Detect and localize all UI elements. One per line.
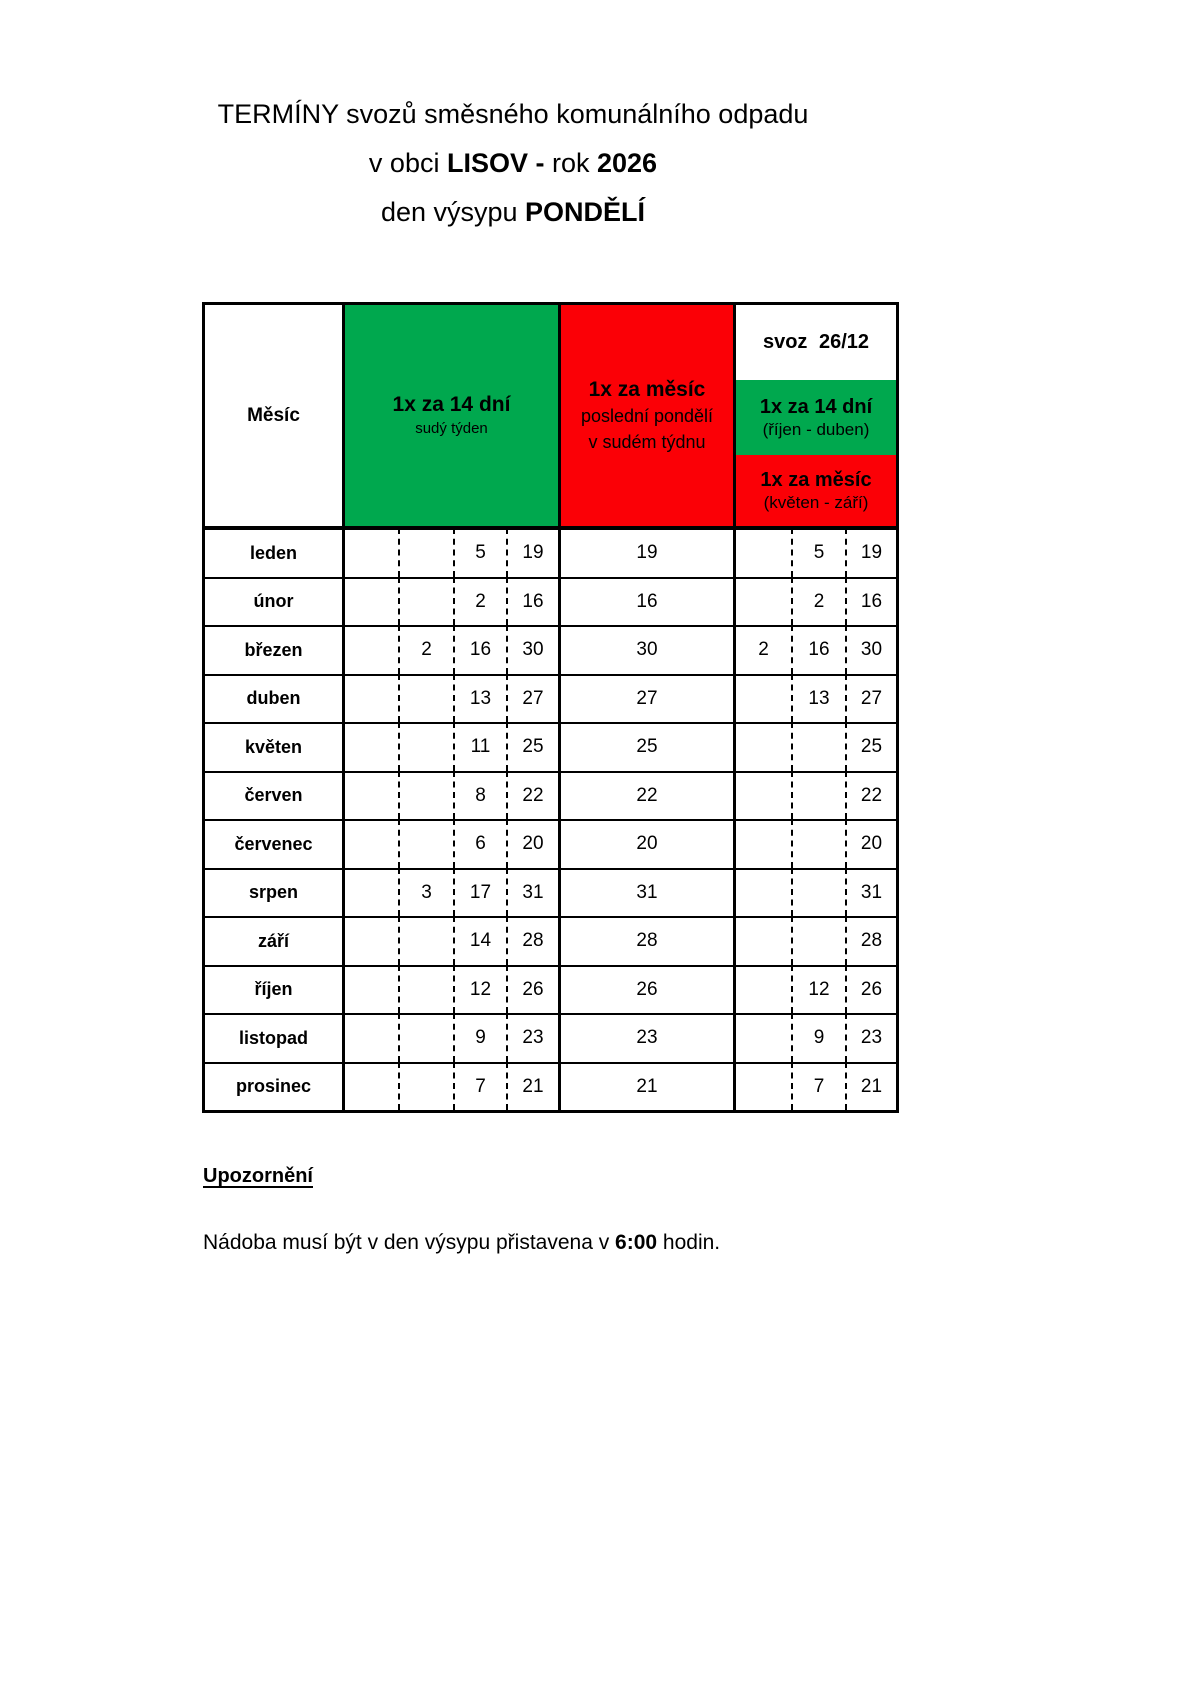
biweekly-day-cell: 2 [398,625,453,674]
month-label: březen [205,625,345,674]
month-label: červenec [205,819,345,868]
right-day-cell [791,771,845,820]
notice-body-post: hodin. [657,1231,721,1254]
header-svoz: svoz 26/12 [736,305,896,380]
right-day-cell [736,722,791,771]
right-day-cell: 20 [845,819,896,868]
right-day-cell [736,965,791,1014]
right-day-cell: 21 [845,1062,896,1111]
biweekly-day-cell [398,819,453,868]
biweekly-day-cell [398,1062,453,1111]
header-right-biweekly-title: 1x za 14 dní [759,395,873,418]
biweekly-day-cell: 28 [506,916,561,965]
right-day-cell: 27 [845,674,896,723]
monthly-day-cell: 23 [561,1013,736,1062]
right-day-cell [736,868,791,917]
right-day-cell: 9 [791,1013,845,1062]
biweekly-day-cell [345,722,398,771]
biweekly-day-cell [345,868,398,917]
right-day-cell: 16 [845,577,896,626]
biweekly-day-cell [398,965,453,1014]
monthly-day-cell: 31 [561,868,736,917]
header-right-biweekly-subtitle: (říjen - duben) [762,419,870,439]
header-month-col: Měsíc [205,305,345,528]
monthly-day-cell: 30 [561,625,736,674]
right-day-cell [736,577,791,626]
right-day-cell: 30 [845,625,896,674]
biweekly-day-cell: 9 [453,1013,506,1062]
right-day-cell: 19 [845,528,896,577]
right-day-cell: 25 [845,722,896,771]
right-day-cell [736,771,791,820]
title-year: 2026 [597,148,658,178]
biweekly-day-cell [398,722,453,771]
header-right-group [736,305,896,528]
right-day-cell [736,528,791,577]
monthly-day-cell: 19 [561,528,736,577]
header-right-biweekly [736,380,896,455]
monthly-day-cell: 20 [561,819,736,868]
right-day-cell [791,722,845,771]
biweekly-day-cell: 16 [506,577,561,626]
biweekly-day-cell: 31 [506,868,561,917]
title-collection-day: PONDĚLÍ [525,197,646,227]
title-line-2 [0,139,1026,188]
biweekly-day-cell: 22 [506,771,561,820]
title-line-3 [0,188,1026,237]
doc-title [0,90,1026,237]
month-label: září [205,916,345,965]
biweekly-day-cell [345,819,398,868]
monthly-day-cell: 26 [561,965,736,1014]
biweekly-day-cell [345,771,398,820]
right-day-cell: 2 [736,625,791,674]
month-label: prosinec [205,1062,345,1111]
biweekly-day-cell [398,674,453,723]
right-day-cell: 26 [845,965,896,1014]
month-label: duben [205,674,345,723]
biweekly-day-cell [398,528,453,577]
biweekly-day-cell [345,965,398,1014]
header-biweekly [345,305,561,528]
biweekly-day-cell [398,1013,453,1062]
monthly-day-cell: 16 [561,577,736,626]
right-day-cell: 28 [845,916,896,965]
header-right-monthly [736,455,896,526]
biweekly-day-cell: 20 [506,819,561,868]
biweekly-day-cell [398,916,453,965]
biweekly-day-cell: 13 [453,674,506,723]
right-day-cell [736,674,791,723]
title-line-1: TERMÍNY svozů směsného komunálního odpadu [217,99,809,129]
right-day-cell [791,819,845,868]
biweekly-day-cell: 19 [506,528,561,577]
biweekly-day-cell: 16 [453,625,506,674]
notice-body-pre: Nádoba musí být v den výsypu přistavena v [203,1231,616,1254]
notice-body [203,1231,720,1255]
notice-heading: Upozornění [203,1165,313,1187]
biweekly-day-cell [345,916,398,965]
biweekly-day-cell: 23 [506,1013,561,1062]
month-label: leden [205,528,345,577]
biweekly-day-cell: 30 [506,625,561,674]
biweekly-day-cell: 8 [453,771,506,820]
right-day-cell: 13 [791,674,845,723]
right-day-cell [736,819,791,868]
biweekly-day-cell [398,771,453,820]
right-day-cell: 16 [791,625,845,674]
right-day-cell [736,916,791,965]
title-line2-pre: v obci [368,148,447,178]
month-label: říjen [205,965,345,1014]
right-day-cell: 2 [791,577,845,626]
biweekly-day-cell: 12 [453,965,506,1014]
biweekly-day-cell [345,577,398,626]
biweekly-day-cell: 25 [506,722,561,771]
right-day-cell [791,916,845,965]
month-label: květen [205,722,345,771]
header-monthly-title: 1x za měsíc [588,377,706,401]
header-biweekly-subtitle: sudý týden [415,419,488,437]
biweekly-day-cell [398,577,453,626]
right-day-cell: 31 [845,868,896,917]
right-day-cell [736,1062,791,1111]
header-monthly-line2: poslední pondělí [580,405,714,426]
header-right-monthly-title: 1x za měsíc [760,468,872,491]
header-monthly [561,305,736,528]
month-label: červen [205,771,345,820]
title-line2-mid: rok [551,148,597,178]
month-label: srpen [205,868,345,917]
biweekly-day-cell: 11 [453,722,506,771]
right-day-cell: 7 [791,1062,845,1111]
biweekly-day-cell [345,528,398,577]
right-day-cell: 23 [845,1013,896,1062]
header-right-monthly-subtitle: (květen - září) [763,492,869,512]
biweekly-day-cell: 7 [453,1062,506,1111]
title-village-name: LISOV - [446,148,552,178]
monthly-day-cell: 21 [561,1062,736,1111]
monthly-day-cell: 25 [561,722,736,771]
biweekly-day-cell: 5 [453,528,506,577]
biweekly-day-cell [345,674,398,723]
biweekly-day-cell: 17 [453,868,506,917]
monthly-day-cell: 22 [561,771,736,820]
biweekly-day-cell: 27 [506,674,561,723]
biweekly-day-cell [345,1013,398,1062]
right-day-cell: 22 [845,771,896,820]
biweekly-day-cell [345,625,398,674]
biweekly-day-cell: 26 [506,965,561,1014]
title-line3-pre: den výsypu [380,197,526,227]
biweekly-day-cell: 2 [453,577,506,626]
month-label: únor [205,577,345,626]
right-day-cell [736,1013,791,1062]
biweekly-day-cell: 14 [453,916,506,965]
header-monthly-line3: v sudém týdnu [588,431,706,452]
biweekly-day-cell: 3 [398,868,453,917]
right-day-cell: 5 [791,528,845,577]
month-label: listopad [205,1013,345,1062]
notice-time: 6:00 [615,1231,658,1254]
biweekly-day-cell: 6 [453,819,506,868]
biweekly-day-cell [345,1062,398,1111]
biweekly-day-cell: 21 [506,1062,561,1111]
schedule-table [202,302,899,1113]
right-day-cell [791,868,845,917]
monthly-day-cell: 28 [561,916,736,965]
header-biweekly-title: 1x za 14 dní [392,392,511,416]
monthly-day-cell: 27 [561,674,736,723]
right-day-cell: 12 [791,965,845,1014]
